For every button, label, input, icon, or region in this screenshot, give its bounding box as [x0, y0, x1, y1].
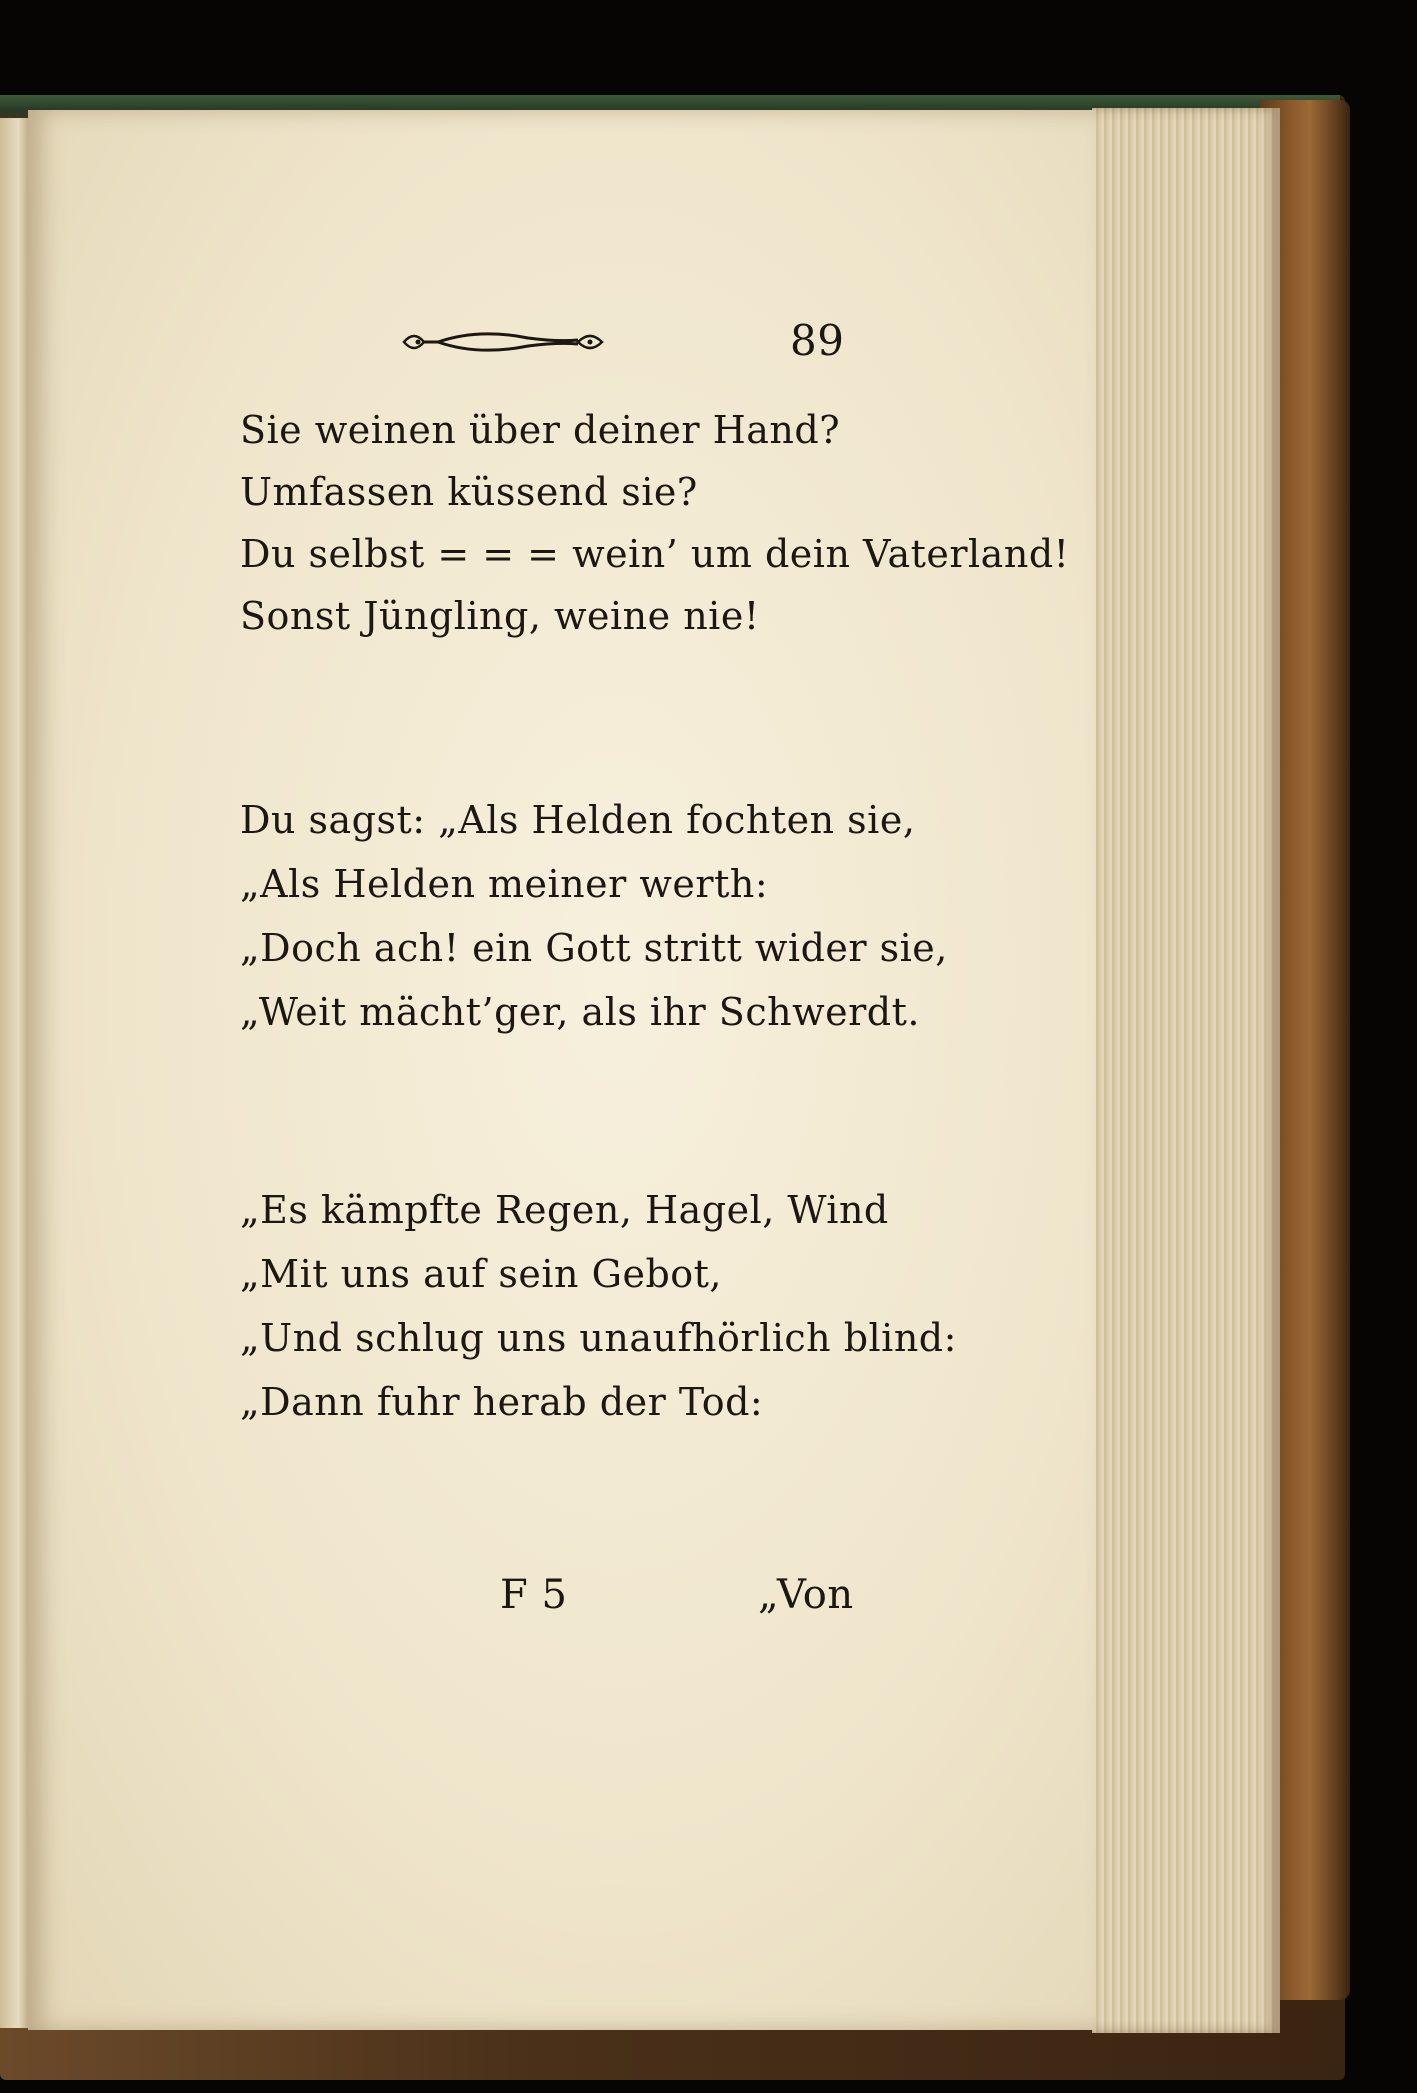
printer-ornament-icon: [398, 322, 608, 362]
stanza-1-line-3: Du selbst = = = wein’ um dein Vaterland!: [240, 532, 1070, 576]
stanza-3-line-1: „Es kämpfte Regen, Hagel, Wind: [240, 1188, 889, 1232]
stanza-1-line-4: Sonst Jüngling, weine nie!: [240, 594, 760, 638]
facing-page-edge: [0, 118, 30, 2028]
book-page: [28, 110, 1096, 2030]
stanza-2-line-2: „Als Helden meiner werth:: [240, 862, 769, 906]
catchword: „Von: [758, 1572, 854, 1618]
stanza-3-line-3: „Und schlug uns unaufhörlich blind:: [240, 1316, 957, 1360]
stanza-3-line-2: „Mit uns auf sein Gebot,: [240, 1252, 722, 1296]
stanza-2-line-3: „Doch ach! ein Gott stritt wider sie,: [240, 926, 948, 970]
stanza-3-line-4: „Dann fuhr herab der Tod:: [240, 1380, 764, 1424]
page-edges: [1092, 108, 1280, 2033]
page-number: 89: [790, 316, 845, 365]
stanza-1-line-1: Sie weinen über deiner Hand?: [240, 408, 841, 452]
stanza-2-line-4: „Weit mächt’ger, als ihr Schwerdt.: [240, 990, 920, 1034]
stanza-1-line-2: Umfassen küssend sie?: [240, 470, 698, 514]
signature-mark: F 5: [500, 1572, 568, 1618]
stanza-2-line-1: Du sagst: „Als Helden fochten sie,: [240, 798, 916, 842]
